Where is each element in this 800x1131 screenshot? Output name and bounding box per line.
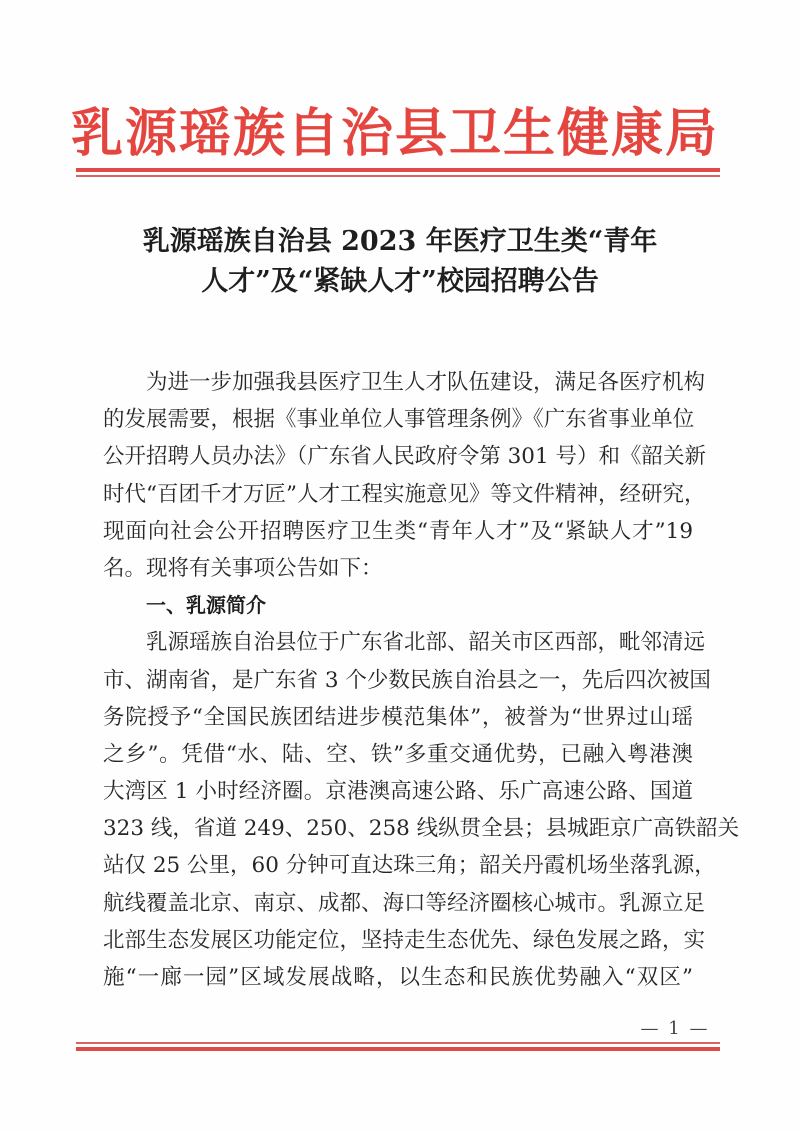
document-title (100, 222, 700, 302)
intro-line: 名。现将有关事项公告如下： (103, 555, 383, 581)
section-line: 航线覆盖北京、南京、成都、海口等经济圈核心城市。乳源立足 (103, 890, 706, 916)
letterhead-org-name: 乳源瑶族自治县卫生健康局 (70, 103, 719, 164)
page-number: — 1 — (640, 1018, 710, 1039)
footer-rule-thick (76, 1047, 720, 1051)
footer-rule-thin (76, 1042, 720, 1044)
section-line: 乳源瑶族自治县位于广东省北部、韶关市区西部，毗邻清远 (146, 630, 706, 656)
section-line: 323 线，省道 249、250、258 线纵贯全县；县城距京广高铁韶关 (103, 816, 740, 842)
section-line: 之乡”。凭借“水、陆、空、铁”多重交通优势，已融入粤港澳 (103, 741, 693, 767)
section-line: 施“一廊一园”区域发展战略，以生态和民族优势融入“双区” (103, 965, 693, 990)
section-line: 站仅 25 公里，60 分钟可直达珠三角；韶关丹霞机场坐落乳源， (103, 853, 716, 879)
section-line: 市、湖南省，是广东省 3 个少数民族自治县之一，先后四次被国 (103, 667, 711, 693)
intro-line: 公开招聘人员办法》（广东省人民政府令第 301 号）和《韶关新 (103, 444, 706, 470)
intro-line: 现面向社会公开招聘医疗卫生类“青年人才”及“紧缺人才”19 (103, 518, 693, 544)
document-body (103, 364, 740, 996)
intro-line: 时代“百团千才万匠”人才工程实施意见》等文件精神，经研究， (103, 481, 706, 507)
intro-line: 的发展需要，根据《事业单位人事管理条例》《广东省事业单位 (103, 407, 695, 433)
section-heading-intro: 一、乳源简介 (146, 593, 266, 618)
letterhead-rule-thick (76, 168, 720, 172)
section-line: 大湾区 1 小时经济圈。京港澳高速公路、乐广高速公路、国道 (103, 779, 693, 805)
letterhead-rule-thin (76, 175, 720, 177)
intro-line: 为进一步加强我县医疗卫生人才队伍建设，满足各医疗机构 (146, 370, 706, 395)
title-line-1: 乳源瑶族自治县 2023 年医疗卫生类“青年 (142, 226, 658, 257)
title-line-2: 人才”及“紧缺人才”校园招聘公告 (201, 266, 599, 297)
section-line: 务院授予“全国民族团结进步模范集体”，被誉为“世界过山瑶 (103, 704, 693, 730)
section-line: 北部生态发展区功能定位，坚持走生态优先、绿色发展之路，实 (103, 927, 706, 953)
